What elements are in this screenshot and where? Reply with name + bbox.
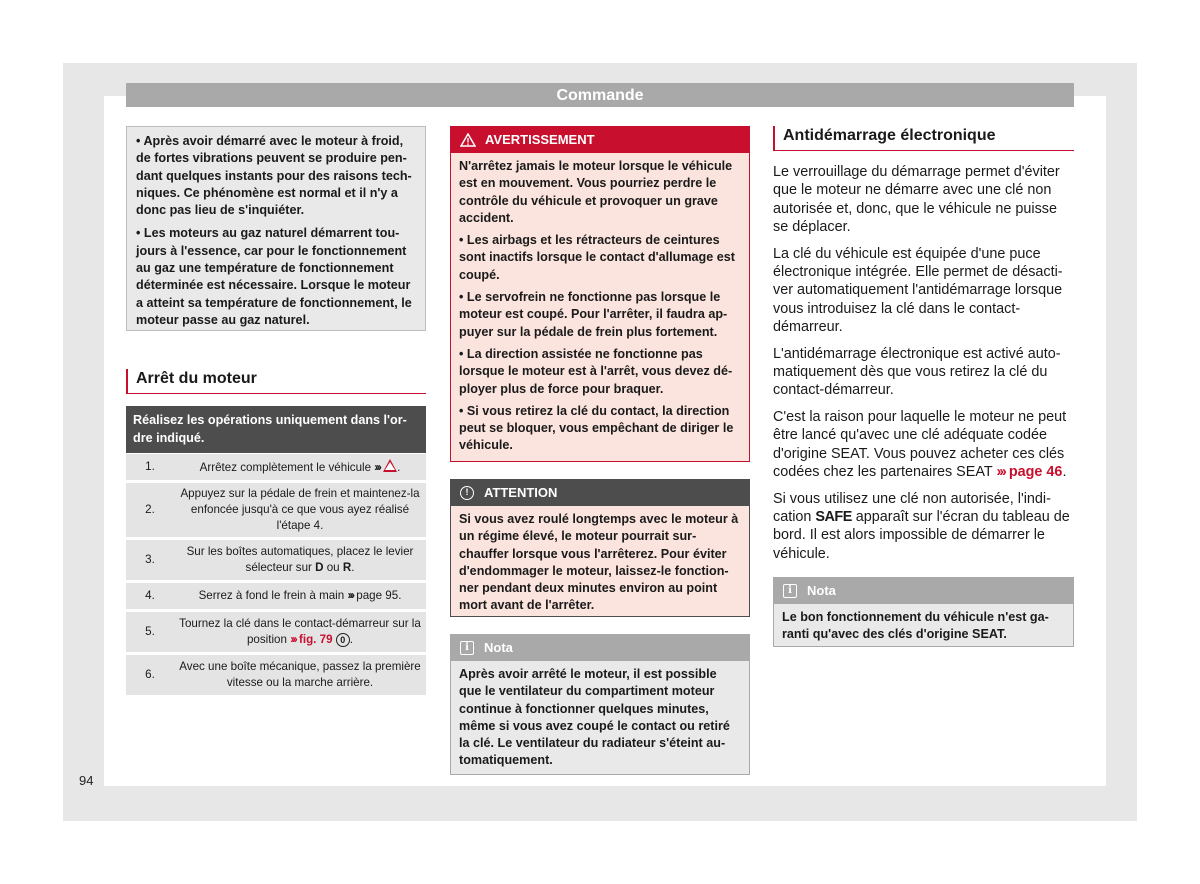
page-ref-link[interactable]: page 95. [356, 589, 402, 602]
paragraph: Le verrouillage du démarrage permet d'éviter que le moteur ne démarre avec une clé non autorisée et, donc, que le véhicule ne puisse se déplacer. [773, 164, 1060, 236]
section-title-antidemarrage: Antidémarrage électronique [773, 126, 1074, 151]
step-text-main: Serrez à fond le frein à main [198, 589, 345, 602]
step-text-main: Tournez la clé dans le contact-démarreur sur la position [179, 617, 421, 646]
warning-body [451, 153, 749, 460]
attention-body: Si vous avez roulé longtemps avec le moteur à un régime élevé, le moteur pourrait surchauffer lorsque vous l'arrêterez. Pour éviter d'endommager le moteur, laissez-le fonctionner pendant deux minutes environ au point mort avant de l'arrêter. [459, 512, 739, 613]
paragraph [773, 408, 1074, 482]
step-text [174, 583, 426, 609]
warning-title: AVERTISSEMENT [485, 132, 595, 147]
column-left [126, 126, 426, 698]
arrow-icon: ››› [290, 633, 296, 646]
step-text [174, 612, 426, 652]
column-middle [450, 126, 750, 775]
page-number: 94 [79, 773, 94, 788]
warning-bullet: • La direction assistée ne fonctionne pas lorsque le moteur est à l'arrêt, vous devez déployer plus de force pour braquer. [459, 346, 733, 396]
step-text [174, 540, 426, 580]
nota-header [774, 578, 1073, 604]
arrow-icon: ››› [347, 589, 354, 602]
step-text-part: Sur les boîtes automatiques, placez le levier sélecteur sur [186, 545, 414, 574]
warning-paragraph: N'arrêtez jamais le moteur lorsque le véhicule est en mouvement. Vous pourriez perdre le contrôle du véhicule et provoquer un grave accident. [459, 159, 733, 225]
column-right [773, 126, 1074, 647]
attention-title: ATTENTION [484, 485, 558, 500]
nota-body: Le bon fonctionnement du véhicule n'est garanti qu'avec des clés d'origine SEAT. [782, 610, 1049, 642]
nota-title: Nota [484, 640, 513, 655]
step-number: 2. [126, 483, 174, 537]
step-text: Avec une boîte mécanique, passez la première vitesse ou la marche arrière. [174, 655, 426, 695]
table-row [126, 483, 426, 537]
warning-header [451, 127, 749, 153]
paragraph: La clé du véhicule est équipée d'une puce électronique intégrée. Elle permet de désactiver automatiquement l'antidémarrage lorsque vous introduisez la clé dans le contact-démarreur. [773, 245, 1063, 336]
nota-body: Après avoir arrêté le moteur, il est possible que le ventilateur du compartiment moteur continue à fonctionner quelques minutes, même si vous avez coupé le contact ou retiré la clé. Le ventilateur du radiateur s'éteint automatiquement. [459, 667, 730, 768]
section-title-arret: Arrêt du moteur [126, 369, 426, 394]
table-row [126, 655, 426, 695]
step-number: 5. [126, 612, 174, 652]
paragraph-text: apparaît sur l'écran du tableau de bord. Il est alors impossible de démarrer le véhicule. [773, 508, 1070, 562]
intro-bullet-1: • Après avoir démarré avec le moteur à froid, de fortes vibrations peuvent se produire pendant quelques instants pour des raisons techniques. Ce phénomène est normal et il n'y a donc pas lieu de s'inquiéter. [136, 134, 412, 218]
nota-box-right [773, 577, 1074, 647]
nota-title: Nota [807, 583, 836, 599]
warning-bullet: • Les airbags et les rétracteurs de ceintures sont inactifs lorsque le contact d'allumage est coupé. [459, 233, 735, 282]
arrow-icon: ››› [996, 464, 1005, 481]
warning-bullet: • Le servofrein ne fonctionne pas lorsque le moteur est coupé. Pour l'arrêter, il faudra appuyer sur la pédale de frein plus fortement. [459, 290, 728, 339]
steps-table [126, 451, 426, 698]
step-text: Arrêtez complètement le véhicule ››› . [174, 454, 426, 480]
table-row [126, 583, 426, 609]
gear-key-r: R [342, 561, 352, 574]
table-row [126, 454, 426, 480]
position-circle-icon: 0 [336, 633, 350, 647]
step-number: 3. [126, 540, 174, 580]
warning-box [450, 126, 750, 462]
step-number: 1. [126, 454, 174, 480]
warning-triangle-icon[interactable] [383, 459, 397, 472]
table-row [126, 612, 426, 652]
step-text-part: . [351, 561, 355, 574]
nota-box [450, 634, 750, 775]
antidemarrage-text [773, 163, 1074, 563]
warning-bullet: • Si vous retirez la clé du contact, la direction peut se bloquer, vous empêchant de diriger le véhicule. [459, 403, 734, 453]
warning-triangle-icon [460, 133, 476, 147]
paragraph-text: C'est la raison pour laquelle le moteur ne peut être lancé qu'avec une clé adéquate codée d'origine SEAT. Vous pouvez acheter ces clés codées chez les partenaires SEAT [773, 408, 1067, 481]
info-icon: i [783, 584, 797, 598]
paragraph-text: . [1062, 464, 1067, 481]
table-row [126, 540, 426, 580]
arrow-icon: ››› [374, 460, 380, 474]
page-ref-link[interactable]: page 46 [1008, 464, 1063, 481]
step-number: 6. [126, 655, 174, 695]
exclamation-circle-icon: ! [460, 486, 474, 500]
safe-indicator: SAFE [815, 508, 852, 525]
step-number: 4. [126, 583, 174, 609]
paragraph [773, 490, 1074, 564]
step-text-part: ou [323, 561, 343, 574]
intro-bullet-2: • Les moteurs au gaz naturel démarrent toujours à l'essence, car pour le fonctionnement au gaz une température de fonctionnement déterminée est nécessaire. Lorsque le moteur a atteint sa température de fonctionnement, le moteur passe au gaz naturel. [136, 226, 412, 327]
attention-header [451, 480, 749, 506]
step-text: Appuyez sur la pédale de frein et maintenez-la enfoncée jusqu'à ce que vous ayez réalisé l'étape 4. [174, 483, 426, 537]
steps-header: Réalisez les opérations uniquement dans l'ordre indiqué. [126, 406, 426, 453]
intro-note-box [126, 126, 426, 331]
page-header: Commande [126, 83, 1074, 107]
nota-header [451, 635, 749, 661]
paragraph-text: Si vous utilisez une clé non autorisée, l'indication [773, 490, 1051, 525]
paragraph: L'antidémarrage électronique est activé automatiquement dès que vous retirez la clé du contact-démarreur. [773, 345, 1061, 399]
step-text-part: . [349, 633, 353, 646]
gear-key-d: D [315, 561, 324, 574]
figure-ref-link[interactable]: fig. 79 [299, 633, 333, 646]
step-text-main: Arrêtez complètement le véhicule [199, 460, 372, 474]
info-icon: i [460, 641, 474, 655]
attention-box [450, 479, 750, 617]
